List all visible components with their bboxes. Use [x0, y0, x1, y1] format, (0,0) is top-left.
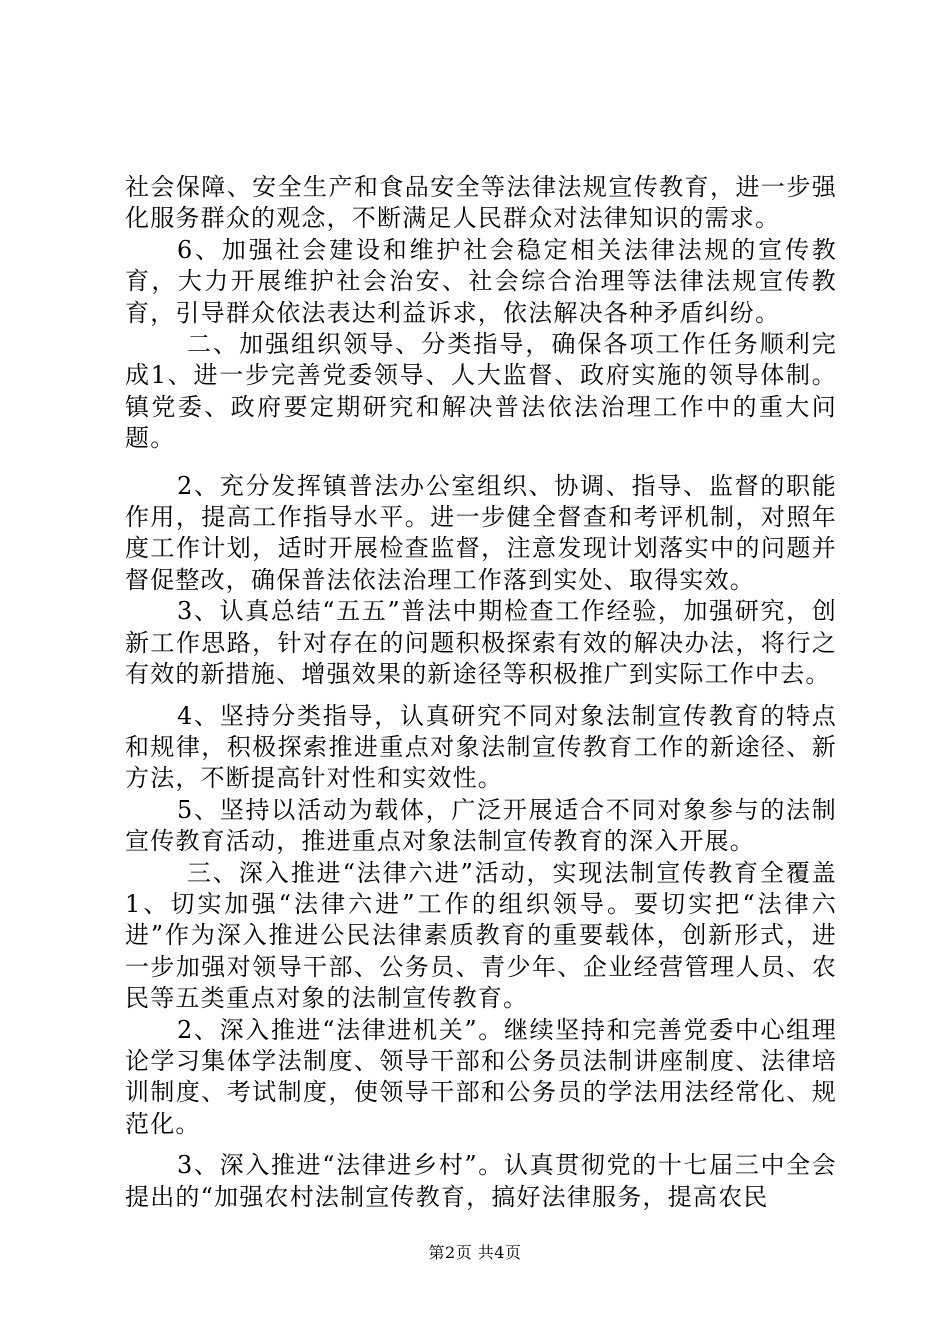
paragraph-item-6: 6、加强社会建设和维护社会稳定相关法律法规的宣传教育，大力开展维护社会治安、社会综合治理等法律法规宣传教育，引导群众依法表达利益诉求，依法解决各种矛盾纠纷。 — [125, 235, 837, 327]
document-body — [125, 172, 837, 1213]
paragraph-item-3b: 3、深入推进“法律进乡村”。认真贯彻党的十七届三中全会提出的“加强农村法制宣传教育，搞好法律服务，提高农民 — [125, 1151, 837, 1211]
page-number-footer: 第2页 共4页 — [428, 1243, 522, 1262]
section-heading-2: 二、加强组织领导、分类指导，确保各项工作任务顺利完成1、进一步完善党委领导、人大监督、政府实施的领导体制。镇党委、政府要定期研究和解决普法依法治理工作中的重大问题。 — [125, 330, 837, 453]
paragraph-item-5: 5、坚持以活动为载体，广泛开展适合不同对象参与的法制宣传教育活动，推进重点对象法制宣传教育的深入开展。 — [125, 795, 837, 856]
paragraph-item-2b: 2、深入推进“法律进机关”。继续坚持和完善党委中心组理论学习集体学法制度、领导干部和公务员法制讲座制度、法律培训制度、考试制度，使领导干部和公务员的学法用法经常化、规范化。 — [125, 1015, 837, 1138]
paragraph-item-2: 2、充分发挥镇普法办公室组织、协调、指导、监督的职能作用，提高工作指导水平。进一步健全督查和考评机制，对照年度工作计划，适时开展检查监督，注意发现计划落实中的问题并督促整改，确保普法依法治理工作落到实处、取得实效。 — [125, 471, 837, 594]
section-heading-3: 三、深入推进“法律六进”活动，实现法制宣传教育全覆盖1、切实加强“法律六进”工作的组织领导。要切实把“法律六进”作为深入推进公民法律素质教育的重要载体，创新形式，进一步加强对领导干部、公务员、青少年、企业经营管理人员、农民等五类重点对象的法制宣传教育。 — [125, 858, 837, 1013]
paragraph-continuation: 社会保障、安全生产和食品安全等法律法规宣传教育，进一步强化服务群众的观念，不断满足人民群众对法律知识的需求。 — [125, 173, 837, 233]
paragraph-item-3: 3、认真总结“五五”普法中期检查工作经验，加强研究，创新工作思路，针对存在的问题积极探索有效的解决办法，将行之有效的新措施、增强效果的新途径等积极推广到实际工作中去。 — [125, 597, 837, 689]
paragraph-item-4: 4、坚持分类指导，认真研究不同对象法制宣传教育的特点和规律，积极探索推进重点对象法制宣传教育工作的新途径、新方法，不断提高针对性和实效性。 — [125, 701, 837, 793]
